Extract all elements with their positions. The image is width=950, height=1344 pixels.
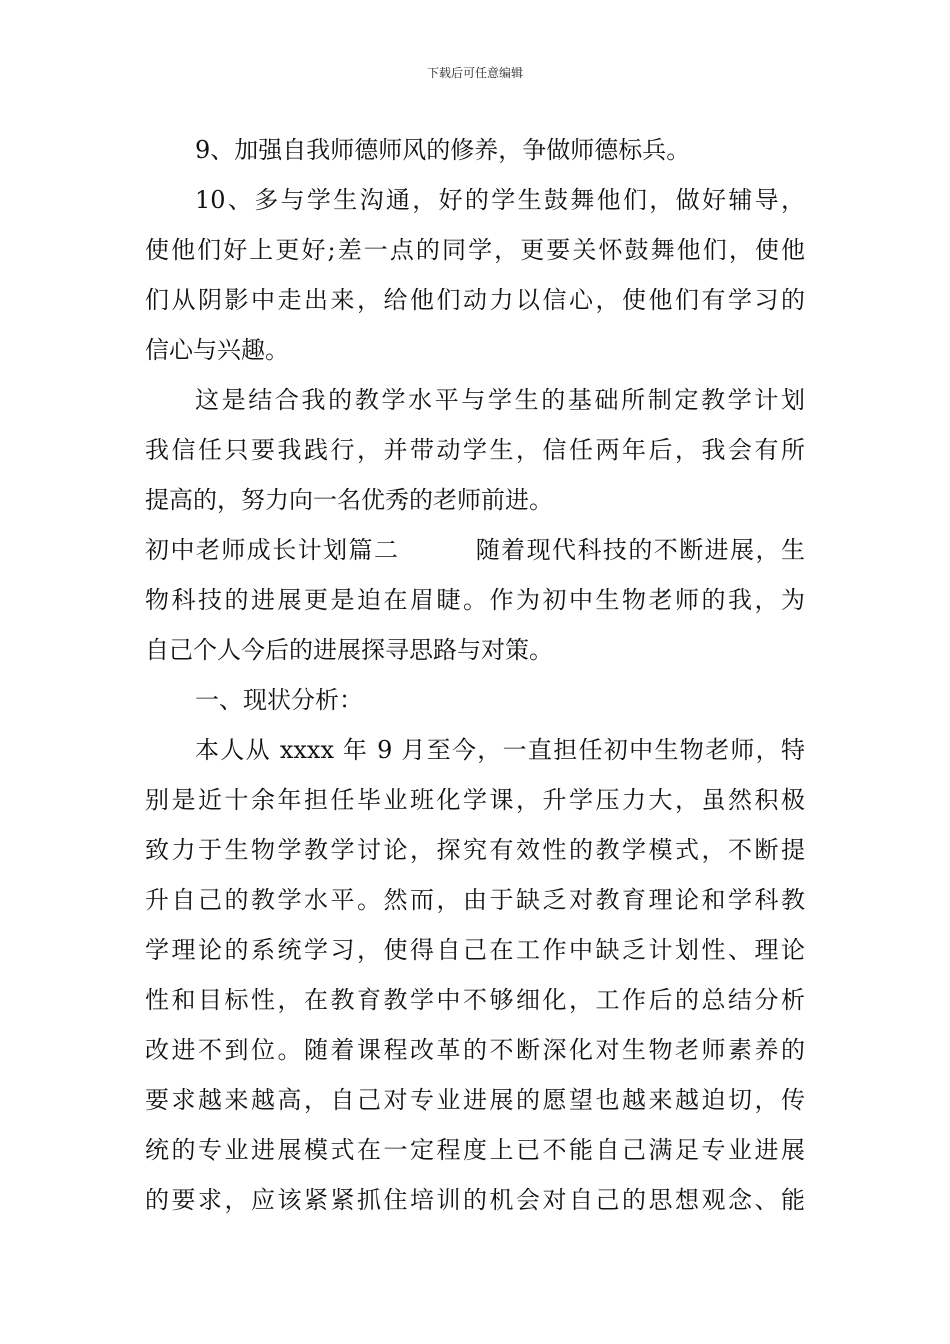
text-line: 使他们好上更好;差一点的同学，更要关怀鼓舞他们，使他 (145, 236, 805, 264)
text-line: 信心与兴趣。 (145, 336, 289, 364)
page-header: 下载后可任意编辑 (426, 66, 523, 80)
text-line: 的要求，应该紧紧抓住培训的机会对自己的思想观念、能 (145, 1186, 805, 1214)
text-line: 统的专业进展模式在一定程度上已不能自己满足专业进展 (145, 1136, 805, 1164)
text-line: 这是结合我的教学水平与学生的基础所制定教学计划 (195, 386, 805, 414)
text-line: 我信任只要我践行，并带动学生，信任两年后，我会有所 (145, 436, 805, 464)
text-line: 10、多与学生沟通，好的学生鼓舞他们，做好辅导， (195, 186, 805, 214)
text-line: 自己个人今后的进展探寻思路与对策。 (145, 636, 553, 664)
text-line: 性和目标性，在教育教学中不够细化，工作后的总结分析 (145, 986, 805, 1014)
text-line: 要求越来越高，自己对专业进展的愿望也越来越迫切，传 (145, 1086, 805, 1114)
text-line: 致力于生物学教学讨论，探究有效性的教学模式，不断提 (145, 836, 805, 864)
document-body (145, 125, 805, 1225)
text-line: 物科技的进展更是迫在眉睫。作为初中生物老师的我，为 (145, 586, 805, 614)
subsection-heading: 一、现状分析： (195, 686, 363, 714)
text-line: 别是近十余年担任毕业班化学课，升学压力大，虽然积极 (145, 786, 805, 814)
text-line: 改进不到位。随着课程改革的不断深化对生物老师素养的 (145, 1036, 805, 1064)
text-line: 9、加强自我师德师风的修养，争做师德标兵。 (195, 136, 691, 164)
text-line: 本人从 xxxx 年 9 月至今，一直担任初中生物老师，特 (195, 736, 805, 764)
text-line: 升自己的教学水平。然而，由于缺乏对教育理论和学科教 (145, 886, 805, 914)
text-line: 学理论的系统学习，使得自己在工作中缺乏计划性、理论 (145, 936, 805, 964)
section-heading-line: 初中老师成长计划篇二 随着现代科技的不断进展，生 (145, 536, 805, 564)
text-line: 们从阴影中走出来，给他们动力以信心，使他们有学习的 (145, 286, 805, 314)
text-line: 提高的，努力向一名优秀的老师前进。 (145, 486, 553, 514)
